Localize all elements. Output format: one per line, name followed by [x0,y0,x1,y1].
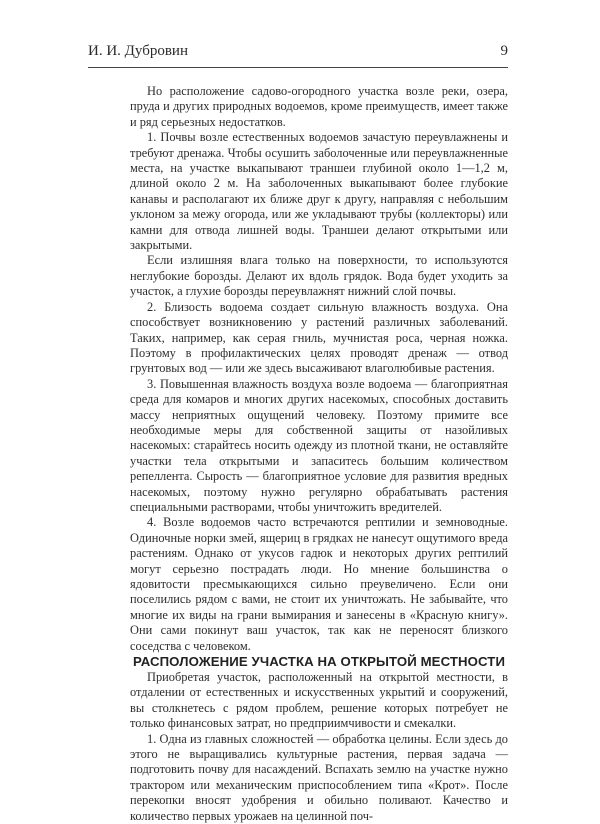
author-name: И. И. Дубровин [88,43,188,59]
header-rule [88,67,508,68]
paragraph: Но расположение садово-огородного участка возле реки, озера, пруда и других природных водоемов, кроме преимуществ, имеет также и ряд серьезных недостатков. [130,84,508,129]
paragraph: Приобретая участок, расположенный на открытой местности, в отдалении от естественных и искусственных укрытий и сооружений, вы столкнетесь с рядом проблем, решение которых потребует не только финансовых затрат, но предприимчивости и смекалки. [130,670,508,731]
paragraph: Если излишняя влага только на поверхности, то используются неглубокие борозды. Делают их вдоль грядок. Вода будет уходить за участок, а глухие борозды переувлажнят нижний слой почвы. [130,253,508,299]
running-head [88,43,508,63]
page-number: 9 [500,43,508,59]
paragraph: 1. Почвы возле естественных водоемов зачастую переувлажнены и требуют дренажа. Чтобы осушить заболоченные или переувлажненные места, на участке выкапывают траншеи глубиной около 1—1,2 м, длиной около 2 м. На заболоченных выкапывают более глубокие канавы и располагают их ближе друг к другу, направляя с небольшим уклоном за межу огорода, или же укладывают трубы (коллекторы) или камни для отвода лишней воды. Траншеи делают открытыми или закрытыми. [130,130,508,253]
paragraph: 4. Возле водоемов часто встречаются рептилии и земноводные. Одиночные норки змей, ящериц в грядках не нанесут ощутимого вреда растениям. Однако от укусов гадюк и некоторых других рептилий могут серьезно пострадать люди. Но мнение большинства о ядовитости пресмыкающихся сильно преувеличено. Если они поселились рядом с вами, не стоит их уничтожать. Не забывайте, что многие их виды на грани вымирания и занесены в «Красную книгу». Они сами покинут ваш участок, так как не переносят близкого соседства с человеком. [130,515,508,653]
paragraph: 3. Повышенная влажность воздуха возле водоема — благоприятная среда для комаров и многих других насекомых, способных доставить массу неприятных ощущений человеку. Поэтому примите все необходимые меры для собственной защиты от назойливых насекомых: старайтесь носить одежду из плотной ткани, не оставляйте участки тела открытыми и запаситесь большим количеством репеллента. Сырость — благоприятное условие для развития вредных насекомых, поэтому нужно регулярно обрабатывать растения специальными растворами, чтобы уничтожить вредителей. [130,376,508,514]
section-heading: РАСПОЛОЖЕНИЕ УЧАСТКА НА ОТКРЫТОЙ МЕСТНОСТИ [132,654,506,670]
body-text [130,84,508,824]
paragraph: 1. Одна из главных сложностей — обработка целины. Если здесь до этого не выращивались культурные растения, первая задача — подготовить почву для насаждений. Вспахать землю на участке нужно трактором или механическим приспособлением типа «Крот». После перекопки вносят удобрения и обильно поливают. Качество и количество первых урожаев на целинной поч- [130,731,508,823]
paragraph: 2. Близость водоема создает сильную влажность воздуха. Она способствует возникновению у растений различных заболеваний. Таких, например, как серая гниль, мучнистая роса, черная ножка. Поэтому в профилактических целях проводят дренаж — отвод грунтовых вод — или же здесь высаживают влаголюбивые растения. [130,299,508,376]
